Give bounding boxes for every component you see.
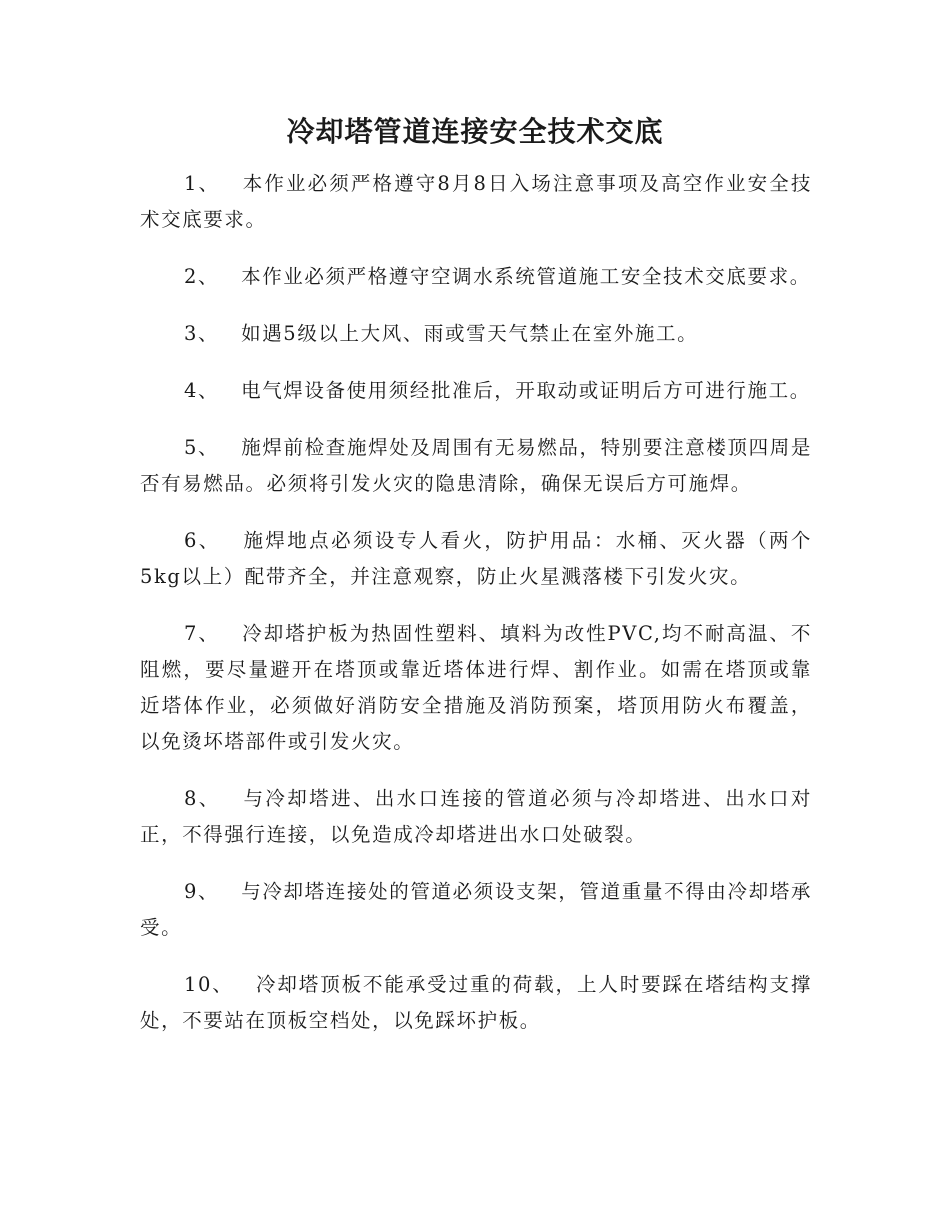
item-text: 冷却塔护板为热固性塑料、填料为改性PVC,均不耐高温、不阻燃，要尽量避开在塔顶或靠近塔体进行焊、割作业。如需在塔顶或靠近塔体作业，必须做好消防安全措施及消防预案，塔顶用防火布覆盖，以免烫坏塔部件或引发火灾。 bbox=[140, 622, 812, 753]
item-number: 7、 bbox=[184, 622, 220, 645]
item-number: 9、 bbox=[184, 880, 220, 903]
item-text: 冷却塔顶板不能承受过重的荷载，上人时要踩在塔结构支撑处，不要站在顶板空档处，以免踩坏护板。 bbox=[140, 973, 812, 1032]
item-text: 如遇5级以上大风、雨或雪天气禁止在室外施工。 bbox=[241, 322, 699, 345]
list-item bbox=[140, 781, 812, 853]
safety-item-list bbox=[140, 166, 812, 1060]
document-title: 冷却塔管道连接安全技术交底 bbox=[286, 115, 664, 148]
list-item bbox=[140, 523, 812, 595]
list-item bbox=[140, 874, 812, 946]
list-item bbox=[140, 430, 812, 502]
item-text: 与冷却塔进、出水口连接的管道必须与冷却塔进、出水口对正，不得强行连接，以免造成冷却塔进出水口处破裂。 bbox=[140, 787, 812, 846]
item-text: 与冷却塔连接处的管道必须设支架，管道重量不得由冷却塔承受。 bbox=[140, 880, 813, 939]
list-item bbox=[140, 166, 812, 238]
item-text: 本作业必须严格遵守空调水系统管道施工安全技术交底要求。 bbox=[241, 265, 811, 288]
item-number: 2、 bbox=[184, 265, 220, 288]
item-number: 8、 bbox=[184, 787, 221, 810]
item-text: 本作业必须严格遵守8月8日入场注意事项及高空作业安全技术交底要求。 bbox=[140, 172, 812, 231]
item-number: 10、 bbox=[184, 973, 234, 996]
item-number: 6、 bbox=[184, 529, 221, 552]
item-text: 电气焊设备使用须经批准后，开取动或证明后方可进行施工。 bbox=[241, 379, 811, 402]
item-text: 施焊前检查施焊处及周围有无易燃品，特别要注意楼顶四周是否有易燃品。必须将引发火灾的隐患清除，确保无误后方可施焊。 bbox=[140, 436, 813, 495]
item-number: 1、 bbox=[184, 172, 221, 195]
list-item bbox=[140, 616, 812, 760]
item-number: 5、 bbox=[184, 436, 220, 459]
item-number: 3、 bbox=[184, 322, 220, 345]
list-item bbox=[140, 316, 812, 352]
item-text: 施焊地点必须设专人看火，防护用品：水桶、灭火器（两个5kg以上）配带齐全，并注意观察，防止火星溅落楼下引发火灾。 bbox=[140, 529, 812, 588]
list-item bbox=[140, 259, 812, 295]
item-number: 4、 bbox=[184, 379, 220, 402]
list-item bbox=[140, 373, 812, 409]
list-item bbox=[140, 967, 812, 1039]
